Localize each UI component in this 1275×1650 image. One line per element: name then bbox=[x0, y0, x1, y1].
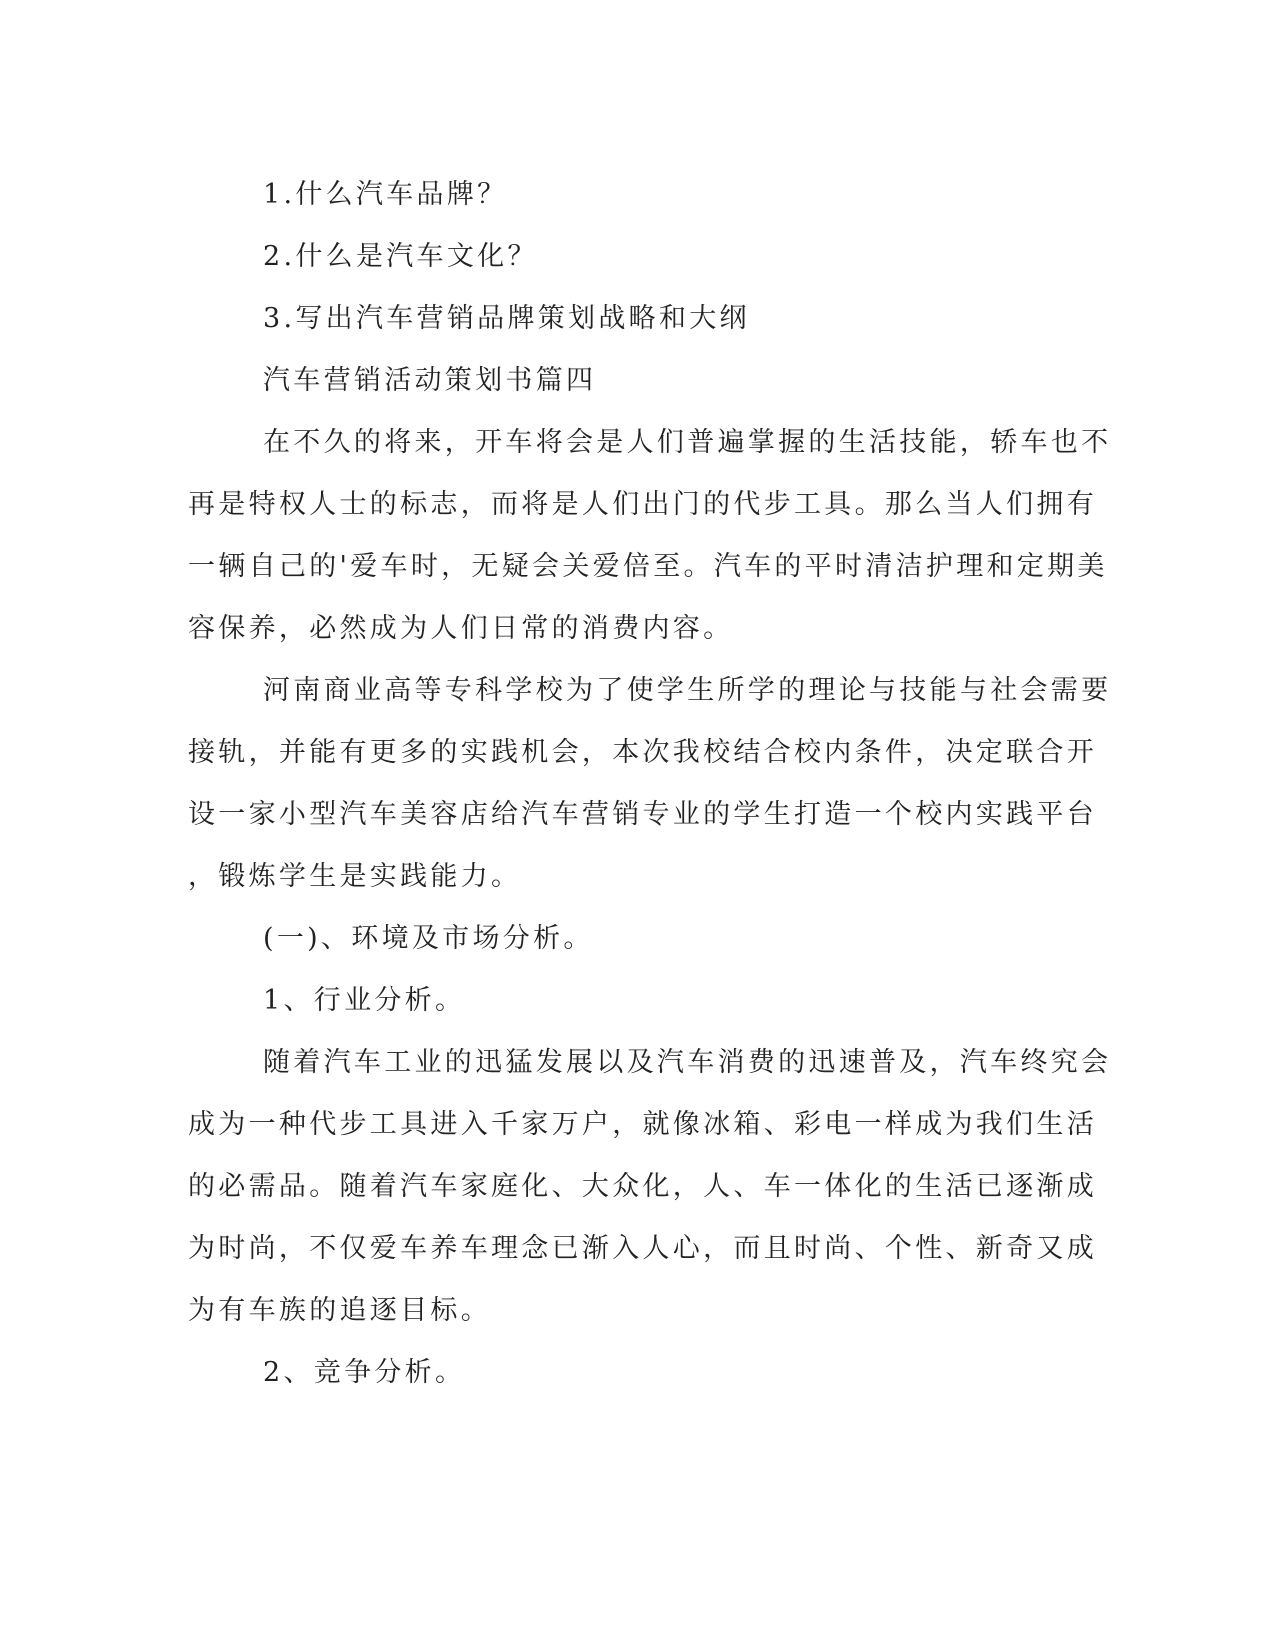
paragraph-line: 成为一种代步工具进入千家万户，就像冰箱、彩电一样成为我们生活 bbox=[188, 1109, 1097, 1140]
question-3: 3.写出汽车营销品牌策划战略和大纲 bbox=[263, 303, 750, 334]
section-title: 汽车营销活动策划书篇四 bbox=[263, 365, 597, 396]
paragraph-line: 为时尚，不仅爱车养车理念已渐入人心，而且时尚、个性、新奇又成 bbox=[188, 1233, 1097, 1264]
paragraph-line: 河南商业高等专科学校为了使学生所学的理论与技能与社会需要 bbox=[263, 675, 1112, 706]
question-1: 1.什么汽车品牌？ bbox=[263, 179, 508, 210]
heading-competition-analysis: 2、竞争分析。 bbox=[263, 1357, 466, 1388]
heading-environment-analysis: (一)、环境及市场分析。 bbox=[263, 923, 594, 954]
paragraph-line: 的必需品。随着汽车家庭化、大众化，人、车一体化的生活已逐渐成 bbox=[188, 1171, 1097, 1202]
paragraph-line: 在不久的将来，开车将会是人们普遍掌握的生活技能，轿车也不 bbox=[263, 427, 1112, 458]
question-2: 2.什么是汽车文化？ bbox=[263, 241, 538, 272]
paragraph-line: 设一家小型汽车美容店给汽车营销专业的学生打造一个校内实践平台 bbox=[188, 799, 1097, 830]
paragraph-line: 容保养，必然成为人们日常的消费内容。 bbox=[188, 613, 734, 644]
paragraph-school bbox=[188, 660, 1112, 908]
paragraph-line: 为有车族的追逐目标。 bbox=[188, 1295, 491, 1326]
paragraph-line: 接轨，并能有更多的实践机会，本次我校结合校内条件，决定联合开 bbox=[188, 737, 1097, 768]
paragraph-line: 随着汽车工业的迅猛发展以及汽车消费的迅速普及，汽车终究会 bbox=[263, 1047, 1112, 1078]
heading-industry-analysis: 1、行业分析。 bbox=[263, 985, 466, 1016]
paragraph-line: 再是特权人士的标志，而将是人们出门的代步工具。那么当人们拥有 bbox=[188, 489, 1097, 520]
paragraph-intro bbox=[188, 412, 1112, 660]
paragraph-industry bbox=[188, 1032, 1112, 1342]
paragraph-line: 一辆自己的'爱车时，无疑会关爱倍至。汽车的平时清洁护理和定期美 bbox=[188, 551, 1108, 582]
paragraph-line: ，锻炼学生是实践能力。 bbox=[188, 861, 522, 892]
document-body bbox=[188, 164, 1112, 1404]
